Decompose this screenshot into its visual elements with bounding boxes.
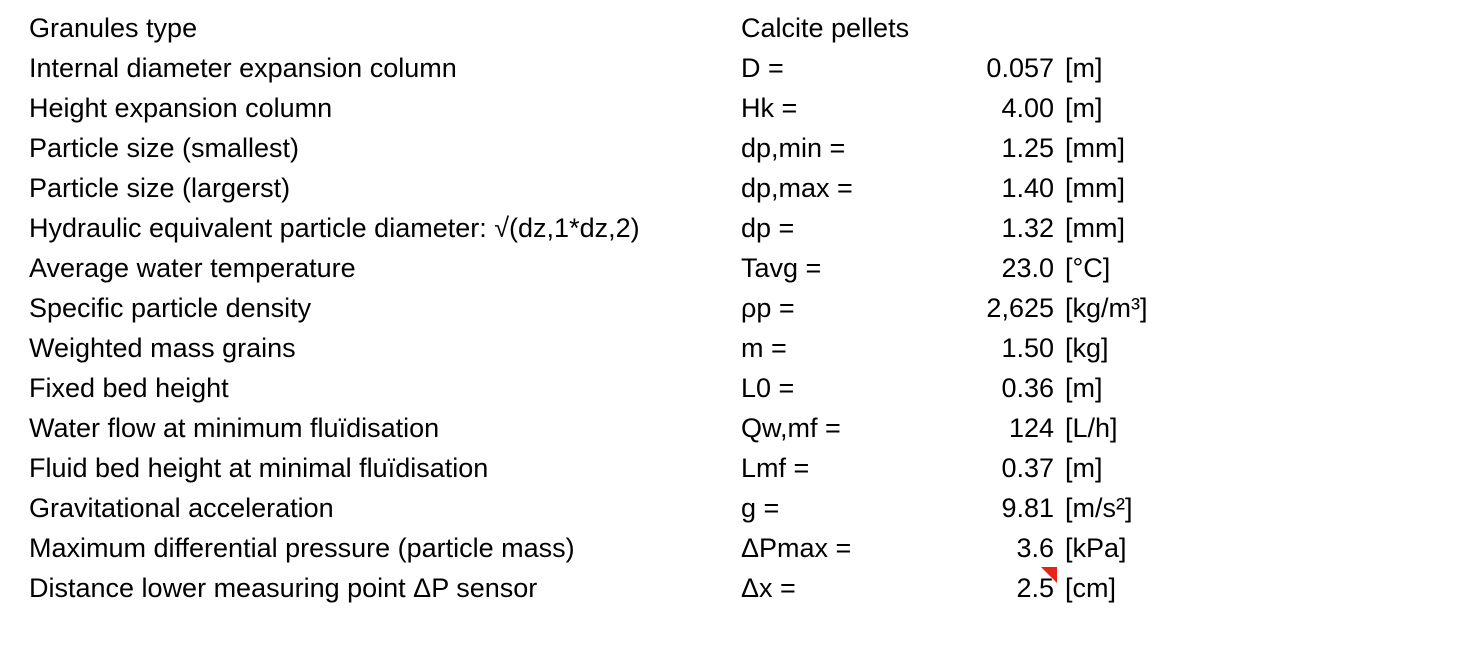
- table-row[interactable]: [0, 88, 1470, 128]
- table-row[interactable]: [0, 48, 1470, 88]
- table-row[interactable]: [0, 448, 1470, 488]
- parameter-unit[interactable]: [kg/m³]: [1065, 293, 1148, 323]
- parameter-label[interactable]: Fluid bed height at minimal fluïdisation: [29, 453, 489, 483]
- parameter-symbol[interactable]: D =: [741, 53, 784, 83]
- parameter-symbol[interactable]: dp,max =: [741, 173, 853, 203]
- parameter-label[interactable]: Average water temperature: [29, 253, 356, 283]
- table-row[interactable]: [0, 168, 1470, 208]
- parameter-symbol[interactable]: Tavg =: [741, 253, 822, 283]
- parameter-label[interactable]: Gravitational acceleration: [29, 493, 334, 523]
- parameter-value[interactable]: 1.25: [1001, 133, 1054, 163]
- parameter-unit[interactable]: [m]: [1065, 93, 1103, 123]
- parameter-value[interactable]: 2.5: [1016, 573, 1054, 603]
- parameter-value[interactable]: 124: [1008, 413, 1054, 443]
- parameter-symbol[interactable]: ΔPmax =: [741, 533, 852, 563]
- parameter-unit[interactable]: [mm]: [1065, 173, 1125, 203]
- parameter-symbol[interactable]: m =: [741, 333, 787, 363]
- parameter-symbol[interactable]: L0 =: [741, 373, 795, 403]
- parameter-value[interactable]: 1.32: [1001, 213, 1054, 243]
- parameter-label[interactable]: Particle size (largerst): [29, 173, 291, 203]
- table-row[interactable]: [0, 208, 1470, 248]
- table-row[interactable]: [0, 248, 1470, 288]
- parameter-label[interactable]: Fixed bed height: [29, 373, 229, 403]
- parameter-symbol[interactable]: g =: [741, 493, 780, 523]
- parameter-label[interactable]: Height expansion column: [29, 93, 333, 123]
- parameter-value[interactable]: 23.0: [1001, 253, 1054, 283]
- parameter-symbol[interactable]: dp,min =: [741, 133, 846, 163]
- parameter-label[interactable]: Water flow at minimum fluïdisation: [29, 413, 440, 443]
- table-row[interactable]: [0, 128, 1470, 168]
- table-row[interactable]: [0, 8, 1470, 48]
- table-row[interactable]: [0, 408, 1470, 448]
- table-row[interactable]: [0, 488, 1470, 528]
- parameter-value[interactable]: 4.00: [1001, 93, 1054, 123]
- parameter-symbol[interactable]: Lmf =: [741, 453, 810, 483]
- parameter-value[interactable]: 3.6: [1016, 533, 1054, 563]
- parameter-unit[interactable]: [m/s²]: [1065, 493, 1133, 523]
- parameter-value[interactable]: 2,625: [986, 293, 1054, 323]
- parameter-unit[interactable]: [°C]: [1065, 253, 1111, 283]
- parameter-value[interactable]: 0.057: [986, 53, 1054, 83]
- parameter-symbol[interactable]: Hk =: [741, 93, 798, 123]
- parameter-label[interactable]: Internal diameter expansion column: [29, 53, 457, 83]
- parameter-unit[interactable]: [mm]: [1065, 133, 1125, 163]
- cell-comment-indicator-icon[interactable]: [1041, 567, 1057, 583]
- parameter-label[interactable]: Hydraulic equivalent particle diameter: √(dz,1*dz,2): [29, 213, 640, 243]
- parameter-value[interactable]: 1.40: [1001, 173, 1054, 203]
- parameter-unit[interactable]: [kg]: [1065, 333, 1109, 363]
- parameter-label[interactable]: Granules type: [29, 13, 198, 43]
- parameter-value[interactable]: 1.50: [1001, 333, 1054, 363]
- parameter-label[interactable]: Particle size (smallest): [29, 133, 300, 163]
- parameter-label[interactable]: Weighted mass grains: [29, 333, 296, 363]
- parameter-symbol[interactable]: Calcite pellets: [741, 13, 910, 43]
- parameter-label[interactable]: Specific particle density: [29, 293, 312, 323]
- parameter-value[interactable]: 9.81: [1001, 493, 1054, 523]
- table-row[interactable]: [0, 568, 1470, 608]
- parameter-unit[interactable]: [m]: [1065, 53, 1103, 83]
- table-row[interactable]: [0, 328, 1470, 368]
- parameter-unit[interactable]: [mm]: [1065, 213, 1125, 243]
- parameter-symbol[interactable]: ρp =: [741, 293, 795, 323]
- parameter-unit[interactable]: [L/h]: [1065, 413, 1118, 443]
- parameter-unit[interactable]: [cm]: [1065, 573, 1116, 603]
- table-row[interactable]: [0, 368, 1470, 408]
- parameter-symbol[interactable]: Qw,mf =: [741, 413, 841, 443]
- parameter-value[interactable]: 0.37: [1001, 453, 1054, 483]
- parameter-symbol[interactable]: dp =: [741, 213, 795, 243]
- parameter-unit[interactable]: [kPa]: [1065, 533, 1127, 563]
- parameter-label[interactable]: Maximum differential pressure (particle mass): [29, 533, 575, 563]
- parameter-unit[interactable]: [m]: [1065, 453, 1103, 483]
- parameter-value[interactable]: 0.36: [1001, 373, 1054, 403]
- parameter-label[interactable]: Distance lower measuring point ΔP sensor: [29, 573, 538, 603]
- table-row[interactable]: [0, 528, 1470, 568]
- parameter-unit[interactable]: [m]: [1065, 373, 1103, 403]
- table-row[interactable]: [0, 288, 1470, 328]
- parameter-symbol[interactable]: Δx =: [741, 573, 796, 603]
